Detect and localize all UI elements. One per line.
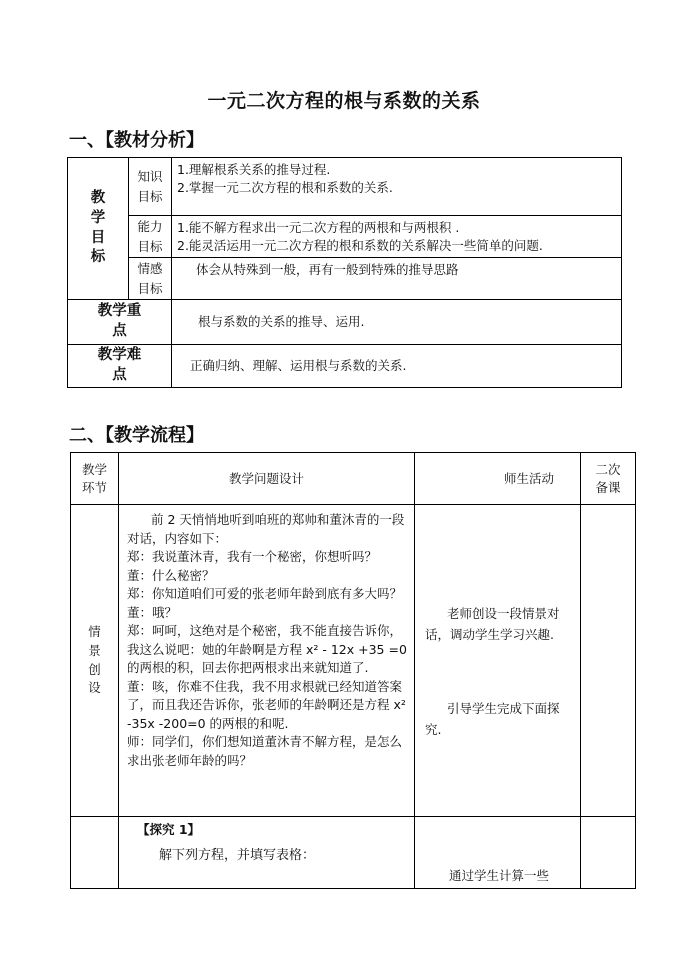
second-prep-cell-2 <box>581 817 636 889</box>
key-point-content: 根与系数的关系的推导、运用. <box>172 300 622 345</box>
difficulty-content: 正确归纳、理解、运用根与系数的关系. <box>172 345 622 388</box>
difficulty-label: 教学难点 <box>97 347 142 383</box>
explore-cell <box>119 817 415 889</box>
dialogue-cell <box>119 505 415 817</box>
dialogue-line-6: 郑：呵呵，这绝对是个秘密，我不能直接告诉你，我这么说吧：她的年龄啊是方程 x² - 12x +35 =0 的两根的积，回去你把两根求出来就知道了. <box>127 623 407 675</box>
explore-title: 【探究 1】 <box>137 822 201 837</box>
activity-text-3: 通过学生计算一些 <box>449 867 550 883</box>
knowledge-goal-content <box>172 158 622 216</box>
dialogue-line-1: 前 2 天悄悄地听到咱班的郑帅和董沐青的一段对话，内容如下： <box>127 512 405 546</box>
header-activity: 师生活动 <box>415 453 581 505</box>
knowledge-goal-label: 知识目标 <box>137 168 163 204</box>
dialogue-line-5: 董：哦？ <box>127 604 178 620</box>
dialogue-line-4: 郑：你知道咱们可爱的张老师年龄到底有多大吗？ <box>127 586 403 601</box>
dialogue-line-3: 董：什么秘密？ <box>127 567 215 583</box>
explore-text: 解下列方程，并填写表格： <box>159 847 316 863</box>
knowledge-goal-item-1: 1.理解根系关系的推导过程. <box>177 162 331 177</box>
dialogue-line-2: 郑：我说董沐青，我有一个秘密，你想听吗？ <box>127 549 378 564</box>
ability-goal-item-1: 1.能不解方程求出一元二次方程的两根和与两根积 . <box>177 220 460 235</box>
activity-text-1: 老师创设一段情景对话，调动学生学习兴趣. <box>425 606 560 643</box>
emotion-goal-item-1: 体会从特殊到一般，再有一般到特殊的推导思路 <box>196 262 459 277</box>
header-design: 教学问题设计 <box>119 453 415 505</box>
key-point-label: 教学重点 <box>97 303 142 339</box>
section-heading-flow: 二、【教学流程】 <box>69 425 204 446</box>
emotion-goal-content <box>172 258 622 300</box>
knowledge-goal-item-2: 2.掌握一元二次方程的根和系数的关系. <box>177 179 393 195</box>
goals-label: 教学目标 <box>90 190 106 266</box>
header-stage: 教学环节 <box>71 453 119 505</box>
stage-scene-label: 情景创设 <box>88 624 101 696</box>
stage-scene-cell <box>71 505 119 817</box>
analysis-table <box>67 157 622 388</box>
document-title: 一元二次方程的根与系数的关系 <box>207 90 481 112</box>
dialogue-line-7: 董：咳，你难不住我，我不用求根就已经知道答案了，而且我还告诉你，张老师的年龄啊还是方程 x² -35x -200=0 的两根的和呢. <box>127 678 406 731</box>
knowledge-goal-label-cell <box>129 158 172 216</box>
emotion-goal-label: 情感目标 <box>137 260 163 296</box>
ability-goal-label: 能力目标 <box>137 218 163 254</box>
ability-goal-label-cell <box>129 216 172 258</box>
goals-label-cell <box>68 158 129 300</box>
second-prep-cell-1 <box>581 505 636 817</box>
dialogue-line-8: 师：同学们，你们想知道董沐青不解方程，是怎么求出张老师年龄的吗？ <box>127 734 403 768</box>
key-point-label-cell <box>68 300 172 345</box>
activity-cell <box>415 505 581 817</box>
difficulty-label-cell <box>68 345 172 388</box>
ability-goal-content <box>172 216 622 258</box>
ability-goal-item-2: 2.能灵活运用一元二次方程的根和系数的关系解决一些简单的问题. <box>177 237 543 253</box>
emotion-goal-label-cell <box>129 258 172 300</box>
header-second-prep: 二次备课 <box>581 453 636 505</box>
stage-explore-cell <box>71 817 119 889</box>
activity-cell-2 <box>415 817 581 889</box>
section-heading-analysis: 一、【教材分析】 <box>69 130 204 151</box>
flow-table <box>70 452 636 889</box>
activity-text-2: 引导学生完成下面探究. <box>425 700 560 737</box>
